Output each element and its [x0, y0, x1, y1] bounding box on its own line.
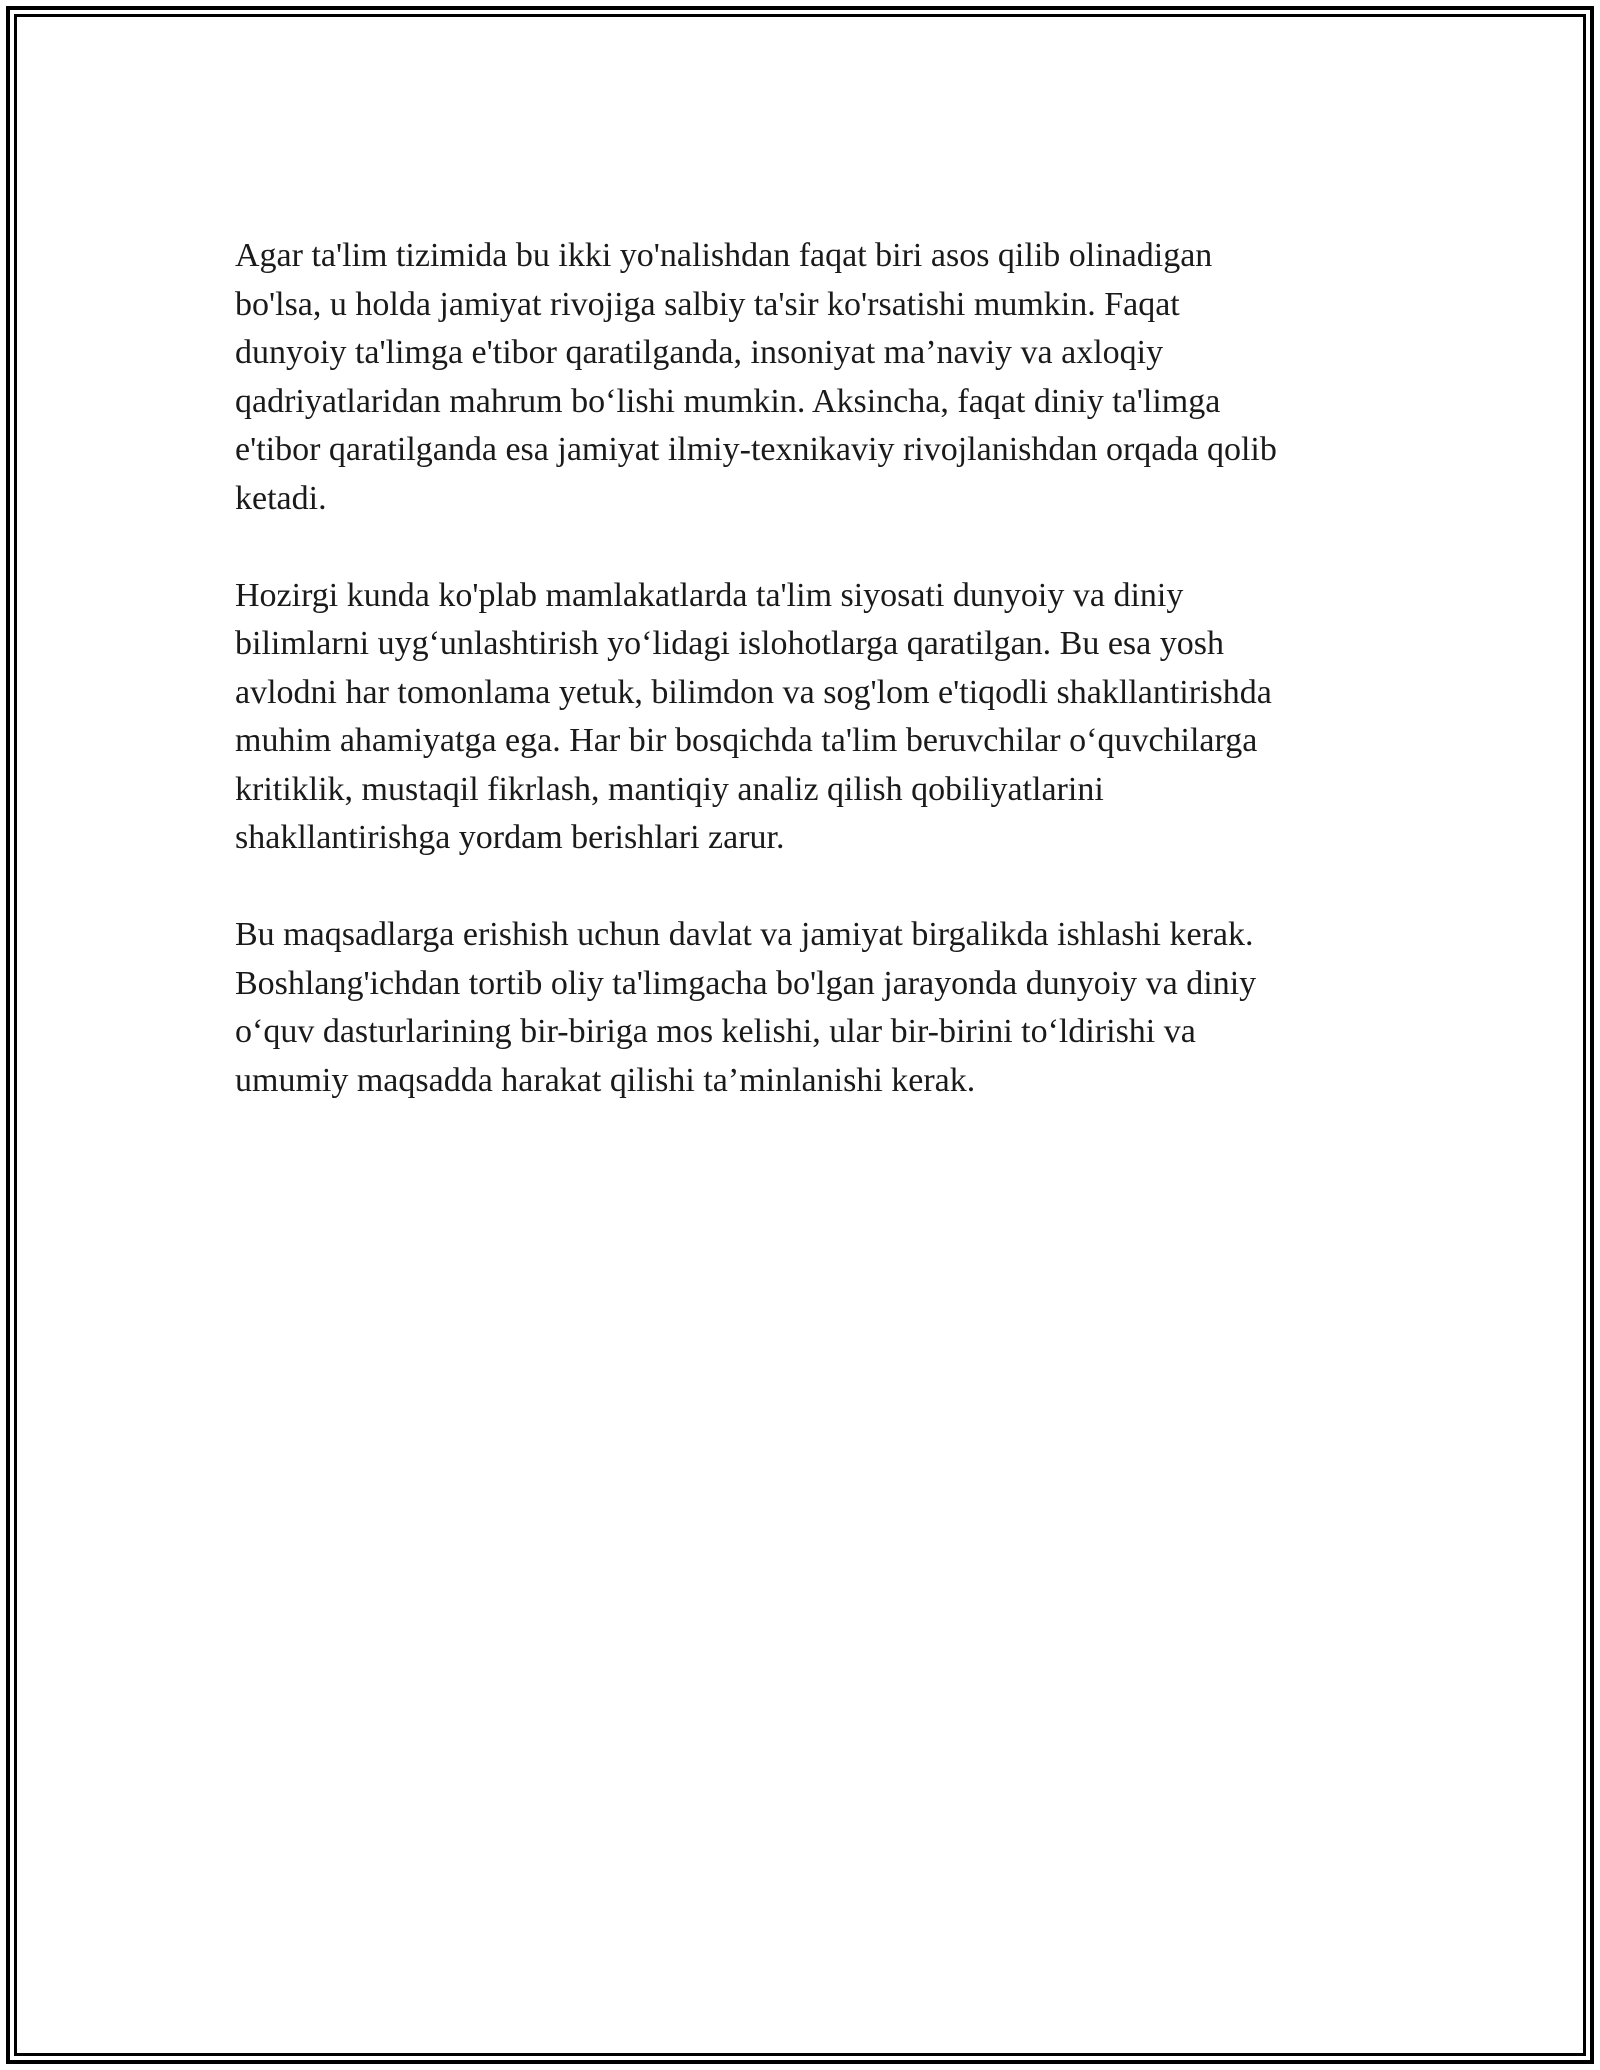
text-line: kritiklik, mustaqil fikrlash, mantiqiy analiz qilish qobiliyatlarini: [235, 770, 1104, 808]
text-line: bilimlarni uyg‘unlashtirish yo‘lidagi islohotlarga qaratilgan. Bu esa yosh: [235, 625, 1224, 662]
document-body: [235, 232, 1380, 1154]
text-line: o‘quv dasturlarining bir-biriga mos kelishi, ular bir-birini to‘ldirishi va: [235, 1013, 1196, 1050]
paragraph-1: [235, 232, 1380, 523]
paragraph-3: [235, 911, 1380, 1105]
text-line: muhim ahamiyatga ega. Har bir bosqichda ta'lim beruvchilar o‘quvchilarga: [235, 722, 1258, 759]
text-line: ketadi.: [235, 479, 327, 517]
text-line: dunyoiy ta'limga e'tibor qaratilganda, insoniyat ma’naviy va axloqiy: [235, 334, 1164, 371]
text-line: Agar ta'lim tizimida bu ikki yo'nalishdan faqat biri asos qilib olinadigan: [235, 237, 1213, 274]
paragraph-2: [235, 572, 1380, 863]
text-line: Hozirgi kunda ko'plab mamlakatlarda ta'lim siyosati dunyoiy va diniy: [235, 576, 1184, 614]
text-line: umumiy maqsadda harakat qilishi ta’minlanishi kerak.: [235, 1061, 976, 1099]
text-line: qadriyatlaridan mahrum bo‘lishi mumkin. Aksincha, faqat diniy ta'limga: [235, 382, 1221, 420]
text-line: e'tibor qaratilganda esa jamiyat ilmiy-texnikaviy rivojlanishdan orqada qolib: [235, 431, 1277, 468]
text-line: bo'lsa, u holda jamiyat rivojiga salbiy ta'sir ko'rsatishi mumkin. Faqat: [235, 285, 1180, 323]
text-line: Boshlang'ichdan tortib oliy ta'limgacha bo'lgan jarayonda dunyoiy va diniy: [235, 964, 1257, 1002]
text-line: avlodni har tomonlama yetuk, bilimdon va sog'lom e'tiqodli shakllantirishda: [235, 673, 1272, 711]
text-line: shakllantirishga yordam berishlari zarur.: [235, 819, 785, 856]
text-line: Bu maqsadlarga erishish uchun davlat va jamiyat birgalikda ishlashi kerak.: [235, 916, 1254, 953]
